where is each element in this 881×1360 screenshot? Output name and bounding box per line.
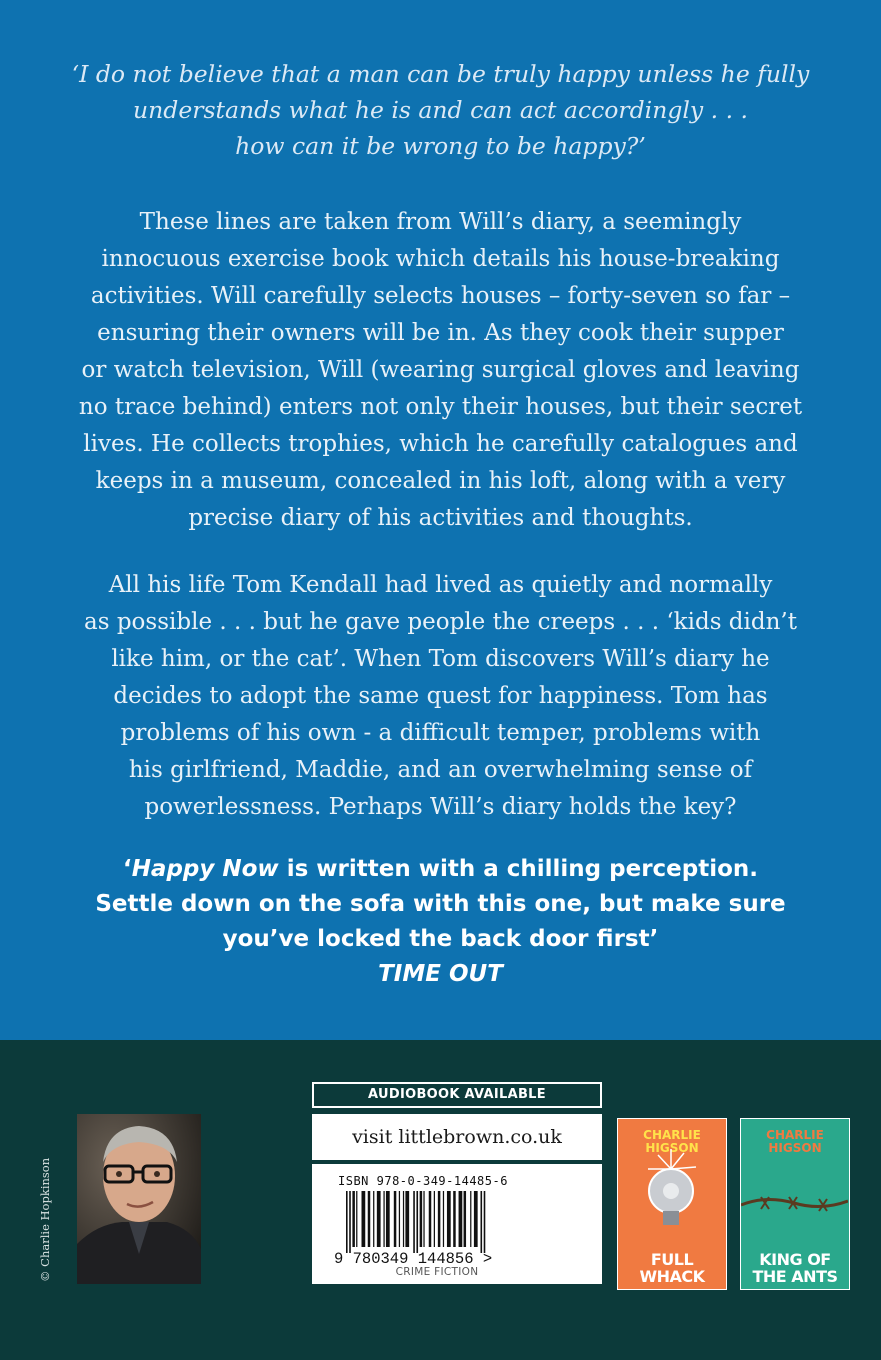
audiobook-available-label: AUDIOBOOK AVAILABLE: [312, 1082, 602, 1108]
review-line-1-rest: is written with a chilling perception.: [278, 856, 759, 882]
barcode-bar: [399, 1191, 400, 1247]
book-title-line: KING OF: [759, 1250, 831, 1269]
barcode-bar: [416, 1191, 418, 1253]
barcode-bar: [484, 1191, 486, 1253]
blurb-line: problems of his own - a difficult temper, problems with: [120, 720, 761, 746]
barcode-bar: [447, 1191, 451, 1247]
book-title: [741, 1251, 849, 1285]
book-author-line: CHARLIE: [643, 1128, 701, 1142]
blurb-line: activities. Will carefully selects houses – forty-seven so far –: [90, 283, 791, 309]
barcode-bar: [383, 1191, 384, 1247]
review-line-2: Settle down on the sofa with this one, but make sure: [95, 891, 786, 917]
blurb-line: ensuring their owners will be in. As they cook their supper: [97, 320, 784, 346]
photo-credit: © Charlie Hopkinson: [38, 1157, 52, 1282]
barcode-digits: 9 780349 144856 >: [334, 1250, 493, 1265]
blurb-line: All his life Tom Kendall had lived as quietly and normally: [108, 572, 773, 598]
barcode-bar: [373, 1191, 374, 1247]
barcode-bar: [349, 1191, 351, 1253]
epigraph-line: ‘I do not believe that a man can be truly happy unless he fully: [71, 60, 810, 88]
book-author-line: HIGSON: [768, 1141, 822, 1155]
barcode-bar: [386, 1191, 390, 1247]
barcode-bar: [438, 1191, 441, 1247]
barcode-bar: [403, 1191, 404, 1247]
barcode-box: [312, 1164, 602, 1284]
blurb-line: keeps in a museum, concealed in his loft, along with a very: [95, 468, 786, 494]
blurb-line: no trace behind) enters not only their houses, but their secret: [78, 394, 803, 420]
barcode-bar: [420, 1191, 423, 1247]
barcode-bar: [423, 1191, 424, 1247]
barcode-bar: [434, 1191, 435, 1247]
review-source: TIME OUT: [378, 961, 503, 987]
barcode-bar: [481, 1191, 483, 1253]
publisher-website[interactable]: visit littlebrown.co.uk: [312, 1114, 602, 1160]
blurb-line: or watch television, Will (wearing surgical gloves and leaving: [81, 357, 800, 383]
open-quote-mark: ‘: [122, 856, 132, 882]
blurb-line: his girlfriend, Maddie, and an overwhelming sense of: [128, 757, 753, 783]
book-title-line: THE ANTS: [752, 1267, 838, 1286]
book-cover-full-whack[interactable]: [617, 1118, 727, 1290]
barcode-bar: [352, 1191, 355, 1247]
barcode-bar: [453, 1191, 456, 1247]
book-cover-king-of-the-ants[interactable]: [740, 1118, 850, 1290]
epigraph-line: how can it be wrong to be happy?’: [235, 132, 646, 160]
barcode-bar: [464, 1191, 467, 1247]
review-line-1: [40, 852, 841, 887]
epigraph: [60, 56, 821, 164]
epigraph-line: understands what he is and can act accordingly . . .: [133, 96, 748, 124]
author-portrait-image: [77, 1114, 201, 1284]
barcode-bar: [474, 1191, 478, 1247]
barcode-bar: [346, 1191, 348, 1253]
review-quote: [40, 852, 841, 992]
book-author-line: HIGSON: [645, 1141, 699, 1155]
blurb-line: lives. He collects trophies, which he carefully catalogues and: [83, 431, 798, 457]
review-line-3: you’ve locked the back door first’: [222, 926, 659, 952]
blurb-line: These lines are taken from Will’s diary, a seemingly: [139, 209, 742, 235]
barcode-bar: [470, 1191, 471, 1247]
book-author-line: CHARLIE: [766, 1128, 824, 1142]
isbn-text: ISBN 978-0-349-14485-6: [338, 1174, 508, 1188]
blurb-line: precise diary of his activities and thoughts.: [188, 505, 693, 531]
genre-label: CRIME FICTION: [395, 1266, 479, 1278]
isbn-barcode: [332, 1191, 582, 1265]
blurb-paragraph-2: [60, 567, 821, 826]
barcode-bar: [356, 1191, 357, 1247]
barcode-bar: [443, 1191, 444, 1247]
barcode-bar: [368, 1191, 371, 1247]
blurb-line: decides to adopt the same quest for happiness. Tom has: [113, 683, 768, 709]
blurb-line: innocuous exercise book which details his house-breaking: [101, 246, 780, 272]
book-title: FULL WHACK: [639, 1250, 705, 1286]
blurb-paragraph-1: [60, 204, 821, 537]
author-photo: [77, 1114, 201, 1284]
review-book-title: Happy Now: [131, 856, 279, 882]
barcode-bar: [405, 1191, 409, 1247]
barcode-bar: [394, 1191, 397, 1247]
barcode-bar: [377, 1191, 381, 1247]
barcode-bar: [362, 1191, 366, 1247]
blurb-line: as possible . . . but he gave people the creeps . . . ‘kids didn’t: [84, 609, 797, 635]
barcode-bar: [459, 1191, 463, 1247]
barcode-bar: [429, 1191, 432, 1247]
blurb-line: powerlessness. Perhaps Will’s diary holds the key?: [144, 794, 737, 820]
blurb-line: like him, or the cat’. When Tom discovers Will’s diary he: [111, 646, 770, 672]
barcode-bar: [413, 1191, 415, 1253]
